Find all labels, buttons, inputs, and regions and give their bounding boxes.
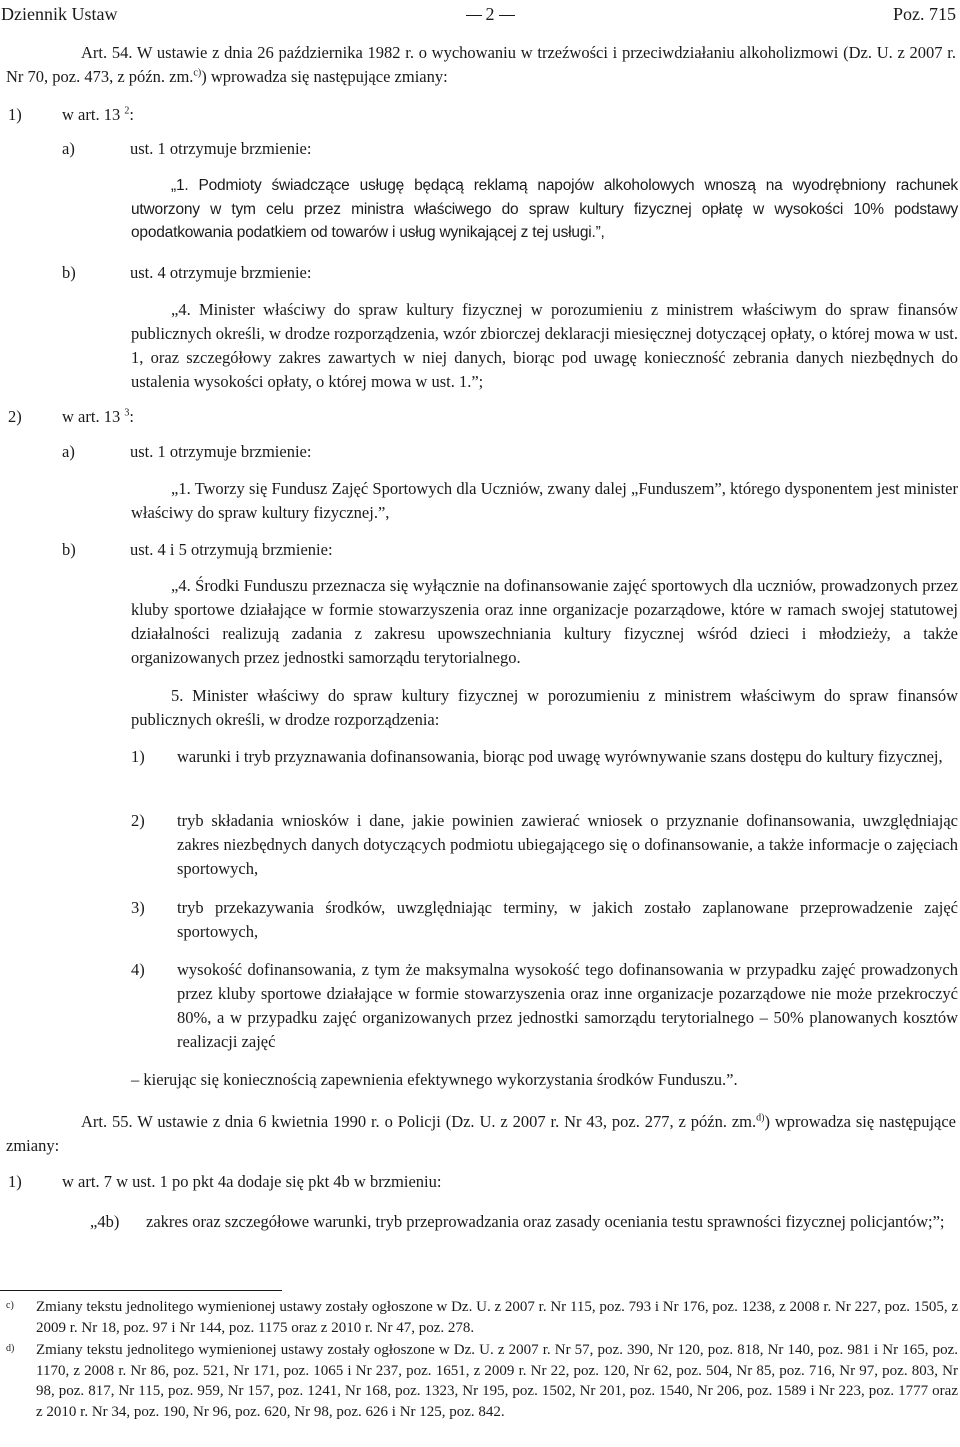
art54-closing: – kierując się koniecznością zapewnienia efektywnego wykorzystania środków Funduszu.”. — [131, 1070, 738, 1089]
art55-item1-text: w art. 7 w ust. 1 po pkt 4a dodaje się pkt 4b w brzmieniu: — [62, 1172, 442, 1191]
footnote-ref-c: c) — [193, 67, 202, 79]
art54-intro — [6, 41, 956, 89]
page-number — [460, 2, 520, 26]
art54-item1-sup: 2 — [124, 105, 130, 117]
art55-point-text: zakres oraz szczegółowe warunki, tryb przeprowadzania oraz zasady oceniania testu sprawności fizycznej policjantów;”; — [146, 1212, 945, 1231]
point-2-text: tryb składania wniosków i dane, jakie powinien zawierać wniosek o przyznanie dofinansowania, uwzględniając zakres niezbędnych danych dotyczących podmiotu ubiegającego się o dofinansowanie, a także informacje o zajęciach sportowych, — [177, 811, 958, 878]
footnote-d-mark: d) — [6, 1343, 15, 1354]
art54-item1-colon: : — [129, 105, 134, 124]
art54-item2-sup: 3 — [124, 407, 130, 419]
art54-intro-text: Art. 54. W ustawie z dnia 26 października 1982 r. o wychowaniu w trzeźwości i przeciwdziałaniu alkoholizmowi (Dz. U. z 2007 r. Nr 70, poz. 473, z późn. zm. — [6, 43, 956, 86]
art55-item1-num: 1) — [8, 1172, 22, 1191]
art54-item1-num: 1) — [8, 105, 22, 124]
footnote-ref-d: d) — [756, 1112, 765, 1124]
art54-a-text: ust. 1 otrzymuje brzmienie: — [130, 139, 312, 158]
art54-a-label: a) — [62, 139, 75, 158]
journal-title: Dziennik Ustaw — [1, 4, 118, 24]
art54-b2-quote4: „4. Środki Funduszu przeznacza się wyłącznie na dofinansowanie zajęć sportowych dla uczniów, prowadzonych przez kluby sportowe działające w formie stowarzyszenia oraz inne organizacje pozarządowe, które w ramach swojej statutowej działalności realizują zadania z zakresu upowszechniania kultury fizycznej wśród dzieci i młodzieży, a także organizowanych przez jednostki samorządu terytorialnego. — [131, 576, 958, 667]
position-number: Poz. 715 — [893, 4, 956, 24]
art54-item2-num: 2) — [8, 407, 22, 426]
art54-b2-quote5: 5. Minister właściwy do spraw kultury fizycznej w porozumieniu z ministrem właściwym do spraw finansów publicznych określi, w drodze rozporządzenia: — [131, 686, 958, 729]
point-3-num: 3) — [131, 898, 145, 917]
dash-right — [499, 15, 515, 16]
art54-a2-label: a) — [62, 442, 75, 461]
point-3-text: tryb przekazywania środków, uwzględniając terminy, w jakich zostało zaplanowane przeprowadzenie zajęć sportowych, — [177, 898, 958, 941]
page-number-value: 2 — [485, 4, 495, 24]
art54-item2-text — [62, 405, 134, 429]
point-1-num: 1) — [131, 747, 145, 766]
art55-intro-end: ) wprowadza się następujące zmiany: — [6, 1112, 956, 1155]
footnote-separator — [0, 1290, 282, 1291]
art54-item1-text — [62, 103, 134, 127]
art54-item1-label: w art. 13 — [62, 105, 121, 124]
art55-intro — [6, 1110, 956, 1158]
art54-b-label: b) — [62, 263, 76, 282]
footnote-c-mark: c) — [6, 1300, 14, 1311]
art54-b-text: ust. 4 otrzymuje brzmienie: — [130, 263, 312, 282]
art54-intro-end: ) wprowadza się następujące zmiany: — [201, 67, 448, 86]
footnote-d-text: Zmiany tekstu jednolitego wymienionej ustawy zostały ogłoszone w Dz. U. z 2007 r. Nr 57, poz. 390, Nr 120, poz. 818, Nr 140, poz. 981 i Nr 165, poz. 1170, z 2008 r. Nr 86, poz. 521, Nr 171, poz. 1065 i Nr 237, poz. 1651, z 2009 r. Nr 22, poz. 120, Nr 62, poz. 504, Nr 85, poz. 716, Nr 97, poz. 803, Nr 98, poz. 817, Nr 115, poz. 959, Nr 157, poz. 1241, Nr 168, poz. 1323, Nr 195, poz. 1502, Nr 201, poz. 1540, Nr 206, poz. 1589 i Nr 223, poz. 1777 oraz z 2010 r. Nr 34, poz. 190, Nr 96, poz. 620, Nr 98, poz. 626 i Nr 125, poz. 842. — [36, 1342, 958, 1420]
point-4-num: 4) — [131, 960, 145, 979]
point-1-text: warunki i tryb przyznawania dofinansowania, biorąc pod uwagę wyrównywanie szans dostępu do kultury fizycznej, — [177, 747, 943, 766]
art55-intro-text: Art. 55. W ustawie z dnia 6 kwietnia 1990 r. o Policji (Dz. U. z 2007 r. Nr 43, poz. 277, z późn. zm. — [81, 1112, 757, 1131]
art54-b-quote: „4. Minister właściwy do spraw kultury fizycznej w porozumieniu z ministrem właściwym do spraw finansów publicznych określi, w drodze rozporządzenia, wzór zbiorczej deklaracji miesięcznej dotyczącej opłaty, o której mowa w ust. 1, oraz szczegółowy zakres zawartych w niej danych, biorąc pod uwagę konieczność zebrania danych niezbędnych do ustalenia wysokości opłaty, o której mowa w ust. 1.”; — [131, 300, 958, 391]
art54-a-quote: „1. Podmioty świadczące usługę będącą reklamą napojów alkoholowych wnoszą na wyodrębniony rachunek utworzony w tym celu przez ministra właściwego do spraw kultury fizycznej opłatę w wysokości 10% podstawy opodatkowania podatkiem od towarów i usług wynikającej z tej usługi.”, — [131, 177, 958, 241]
point-4-text: wysokość dofinansowania, z tym że maksymalna wysokość tego dofinansowania w przypadku zajęć prowadzonych przez kluby sportowe działające w formie stowarzyszenia oraz inne organizacje pozarządowe nie może przekroczyć 80%, a w przypadku zajęć organizowanych przez jednostki samorządu terytorialnego – 50% planowanych kosztów realizacji zajęć — [177, 960, 958, 1051]
point-2-num: 2) — [131, 811, 145, 830]
art54-a2-quote: „1. Tworzy się Fundusz Zajęć Sportowych dla Uczniów, zwany dalej „Funduszem”, którego dysponentem jest minister właściwy do spraw kultury fizycznej.”, — [131, 479, 958, 522]
art54-a2-text: ust. 1 otrzymuje brzmienie: — [130, 442, 312, 461]
footnote-c-text: Zmiany tekstu jednolitego wymienionej ustawy zostały ogłoszone w Dz. U. z 2007 r. Nr 115, poz. 793 i Nr 176, poz. 1238, z 2008 r. Nr 227, poz. 1505, z 2009 r. Nr 18, poz. 97 i Nr 144, poz. 1175 oraz z 2010 r. Nr 47, poz. 278. — [36, 1299, 958, 1336]
dash-left — [466, 15, 482, 16]
art54-b2-label: b) — [62, 540, 76, 559]
art54-item2-label: w art. 13 — [62, 407, 121, 426]
page-header — [0, 2, 960, 26]
art55-point-num: „4b) — [90, 1212, 120, 1231]
art54-b2-text: ust. 4 i 5 otrzymują brzmienie: — [130, 540, 333, 559]
art54-item2-colon: : — [129, 407, 134, 426]
